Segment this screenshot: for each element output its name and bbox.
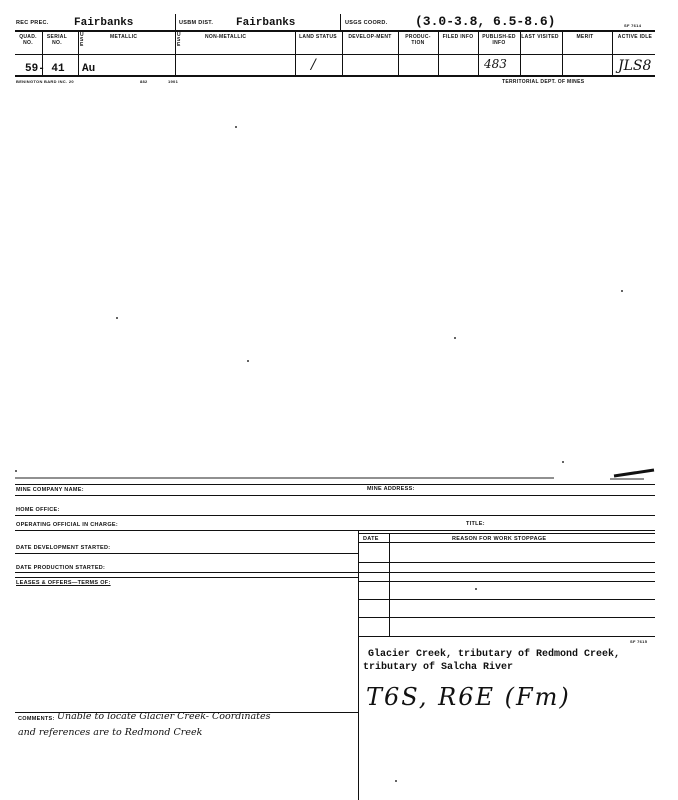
- active-idle-value: JLS8: [618, 58, 652, 74]
- scan-speck: [116, 317, 118, 319]
- scan-speck: [247, 360, 249, 362]
- leases-offers-label: LEASES & OFFERS—TERMS OF:: [16, 580, 111, 586]
- reason-column-header: REASON FOR WORK STOPPAGE: [452, 536, 547, 542]
- comments-line-1: Unable to locate Glacier Creek- Coordinates: [57, 711, 271, 722]
- department-name: TERRITORIAL DEPT. OF MINES: [502, 79, 585, 85]
- form-number: SF 7614: [624, 23, 642, 28]
- col-development: DEVELOP-MENT: [348, 34, 392, 40]
- col-u-s-e-metallic: U S E: [80, 32, 84, 48]
- col-production: PRODUC-TION: [405, 34, 431, 46]
- date-column-header: DATE: [363, 536, 379, 542]
- operating-official-label: OPERATING OFFICIAL IN CHARGE:: [16, 522, 118, 528]
- scan-speck: [235, 126, 237, 128]
- scan-speck: [395, 780, 397, 782]
- date-development-started-label: DATE DEVELOPMENT STARTED:: [16, 545, 111, 551]
- comments-label: COMMENTS:: [18, 716, 55, 722]
- rec-prec-value: Fairbanks: [74, 17, 134, 29]
- location-description: Glacier Creek, tributary of Redmond Creek, tributary of Salcha River: [363, 649, 621, 673]
- printer-code-2: 1901: [168, 79, 179, 84]
- col-u-s-e-nonmetallic: U S E: [177, 32, 181, 48]
- printer-code-1: 882: [140, 79, 148, 84]
- col-last-visited: LAST VISITED: [521, 34, 559, 40]
- scan-speck: [454, 337, 456, 339]
- card-top-edge: [14, 466, 659, 484]
- col-land-status: LAND STATUS: [299, 34, 337, 40]
- col-serial-no: SERIAL NO.: [46, 34, 68, 46]
- home-office-label: HOME OFFICE:: [16, 507, 60, 513]
- published-info-value: 483: [484, 57, 507, 71]
- col-published-info: PUBLISH-ED INFO: [482, 34, 516, 46]
- col-quad-no: QUAD. NO.: [19, 34, 37, 46]
- rec-prec-label: REC PREC.: [16, 20, 49, 26]
- col-non-metallic: NON-METALLIC: [205, 34, 247, 40]
- scan-speck: [475, 588, 477, 590]
- col-filed-info: FILED INFO: [442, 34, 474, 40]
- printer-credit: BENINGTON BARD INC. 20: [16, 79, 74, 84]
- usgs-coord-value: (3.0-3.8, 6.5-8.6): [415, 14, 556, 29]
- col-active-idle: ACTIVE IDLE: [617, 34, 653, 40]
- usbm-dist-value: Fairbanks: [236, 17, 296, 29]
- scan-speck: [562, 461, 564, 463]
- mine-address-label: MINE ADDRESS:: [367, 486, 415, 492]
- quad-serial-value: 59- 41: [25, 63, 65, 75]
- form-number-2: SF 7615: [630, 639, 648, 644]
- usgs-coord-label: USGS COORD.: [345, 20, 388, 26]
- township-range-note: T6S, R6E (Fm): [366, 683, 571, 711]
- metallic-value: Au: [82, 63, 96, 75]
- land-status-value: /: [311, 57, 316, 73]
- date-production-started-label: DATE PRODUCTION STARTED:: [16, 565, 106, 571]
- col-merit: MERIT: [576, 34, 594, 40]
- scan-speck: [621, 290, 623, 292]
- usbm-dist-label: USBM DIST.: [179, 20, 214, 26]
- col-metallic: METALLIC: [110, 34, 138, 40]
- title-label: TITLE:: [466, 521, 485, 527]
- mine-company-name-label: MINE COMPANY NAME:: [16, 487, 84, 493]
- comments-line-2: and references are to Redmond Creek: [18, 727, 203, 738]
